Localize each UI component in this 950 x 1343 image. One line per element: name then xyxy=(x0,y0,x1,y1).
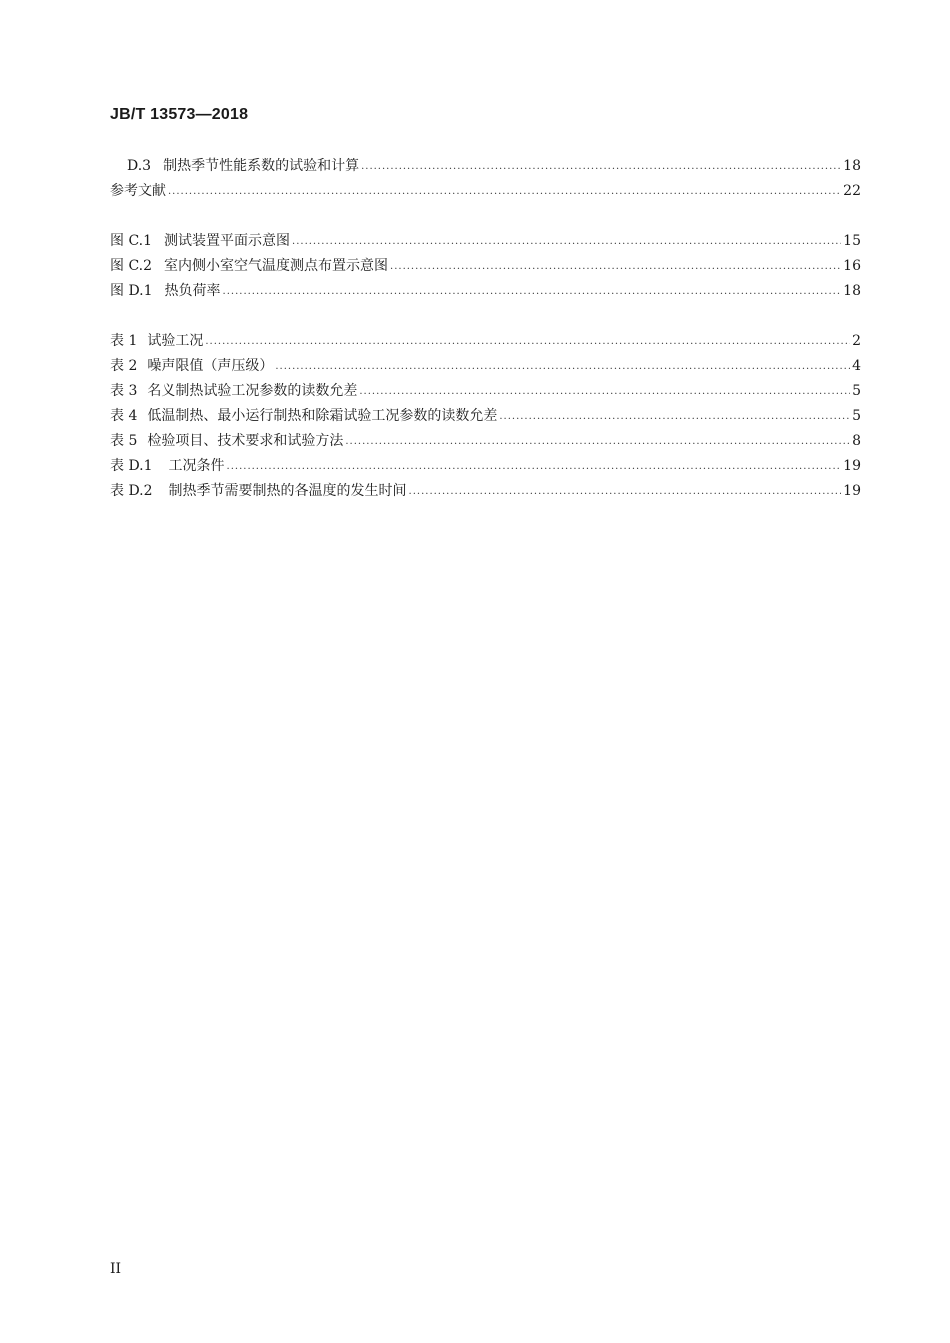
toc-entry-number: 表 5 xyxy=(110,433,138,449)
toc-entry-table-2[interactable] xyxy=(110,356,861,376)
toc-entry-table-3[interactable] xyxy=(110,381,861,401)
toc-entry-page: 16 xyxy=(843,258,861,274)
toc-entry-page: 15 xyxy=(843,233,861,249)
toc-entry-figure-d1[interactable] xyxy=(110,281,861,301)
toc-entry-table-4[interactable] xyxy=(110,406,861,426)
toc-entry-page: 19 xyxy=(843,483,861,499)
toc-entry-page: 8 xyxy=(852,433,861,449)
toc-entry-table-5[interactable] xyxy=(110,431,861,451)
toc-entry-page: 2 xyxy=(852,333,861,349)
toc-entry-title: 名义制热试验工况参数的读数允差 xyxy=(147,383,358,399)
toc-entry-title: 参考文献 xyxy=(110,183,166,199)
toc-entry-page: 18 xyxy=(843,283,861,299)
toc-entry-page: 22 xyxy=(843,183,861,199)
page-number: II xyxy=(110,1261,122,1277)
leader-dots xyxy=(227,457,842,477)
toc-entry-title: 低温制热、最小运行制热和除霜试验工况参数的读数允差 xyxy=(147,408,498,424)
leader-dots xyxy=(499,407,850,427)
toc-entry-title: 测试装置平面示意图 xyxy=(164,233,291,249)
leader-dots xyxy=(409,482,842,502)
toc-entry-table-d2[interactable] xyxy=(110,481,861,501)
toc-entry-references[interactable] xyxy=(110,181,861,201)
toc-entry-figure-c1[interactable] xyxy=(110,231,861,251)
toc-entry-table-d1[interactable] xyxy=(110,456,861,476)
toc-entry-page: 4 xyxy=(852,358,861,374)
document-code: JB/T 13573—2018 xyxy=(110,106,249,123)
toc-entry-title: 室内侧小室空气温度测点布置示意图 xyxy=(164,258,389,274)
toc-entry-number: 表 D.2 xyxy=(110,483,153,499)
toc-entry-number: 图 C.1 xyxy=(110,233,153,249)
toc-entry-number: 表 2 xyxy=(110,358,138,374)
toc-entry-page: 5 xyxy=(852,408,861,424)
toc-entry-table-1[interactable] xyxy=(110,331,861,351)
toc-entry-page: 18 xyxy=(843,158,861,174)
leader-dots xyxy=(292,232,841,252)
toc-entry-title: 噪声限值（声压级） xyxy=(147,358,274,374)
toc-entry-title: 制热季节需要制热的各温度的发生时间 xyxy=(168,483,407,499)
leader-dots xyxy=(205,332,850,352)
toc-entry-page: 19 xyxy=(843,458,861,474)
toc-entry-title: 试验工况 xyxy=(147,333,204,349)
leader-dots xyxy=(168,182,841,202)
leader-dots xyxy=(390,257,841,277)
leader-dots xyxy=(223,282,842,302)
toc-entry-title: 工况条件 xyxy=(168,458,225,474)
toc-entry-number: 图 C.2 xyxy=(110,258,153,274)
leader-dots xyxy=(275,357,850,377)
leader-dots xyxy=(345,432,850,452)
toc-entry-figure-c2[interactable] xyxy=(110,256,861,276)
toc-entry-number: 表 D.1 xyxy=(110,458,153,474)
toc-entry-d3[interactable] xyxy=(127,156,861,176)
toc-entry-number: 表 1 xyxy=(110,333,138,349)
toc-entry-title: 检验项目、技术要求和试验方法 xyxy=(147,433,344,449)
toc-entry-title: 制热季节性能系数的试验和计算 xyxy=(163,158,360,174)
toc-entry-number: 表 3 xyxy=(110,383,138,399)
toc-entry-page: 5 xyxy=(852,383,861,399)
toc-entry-title: 热负荷率 xyxy=(164,283,221,299)
toc-entry-number: 表 4 xyxy=(110,408,138,424)
leader-dots xyxy=(361,157,841,177)
toc-entry-number: D.3 xyxy=(127,158,152,174)
toc-entry-number: 图 D.1 xyxy=(110,283,153,299)
leader-dots xyxy=(359,382,850,402)
